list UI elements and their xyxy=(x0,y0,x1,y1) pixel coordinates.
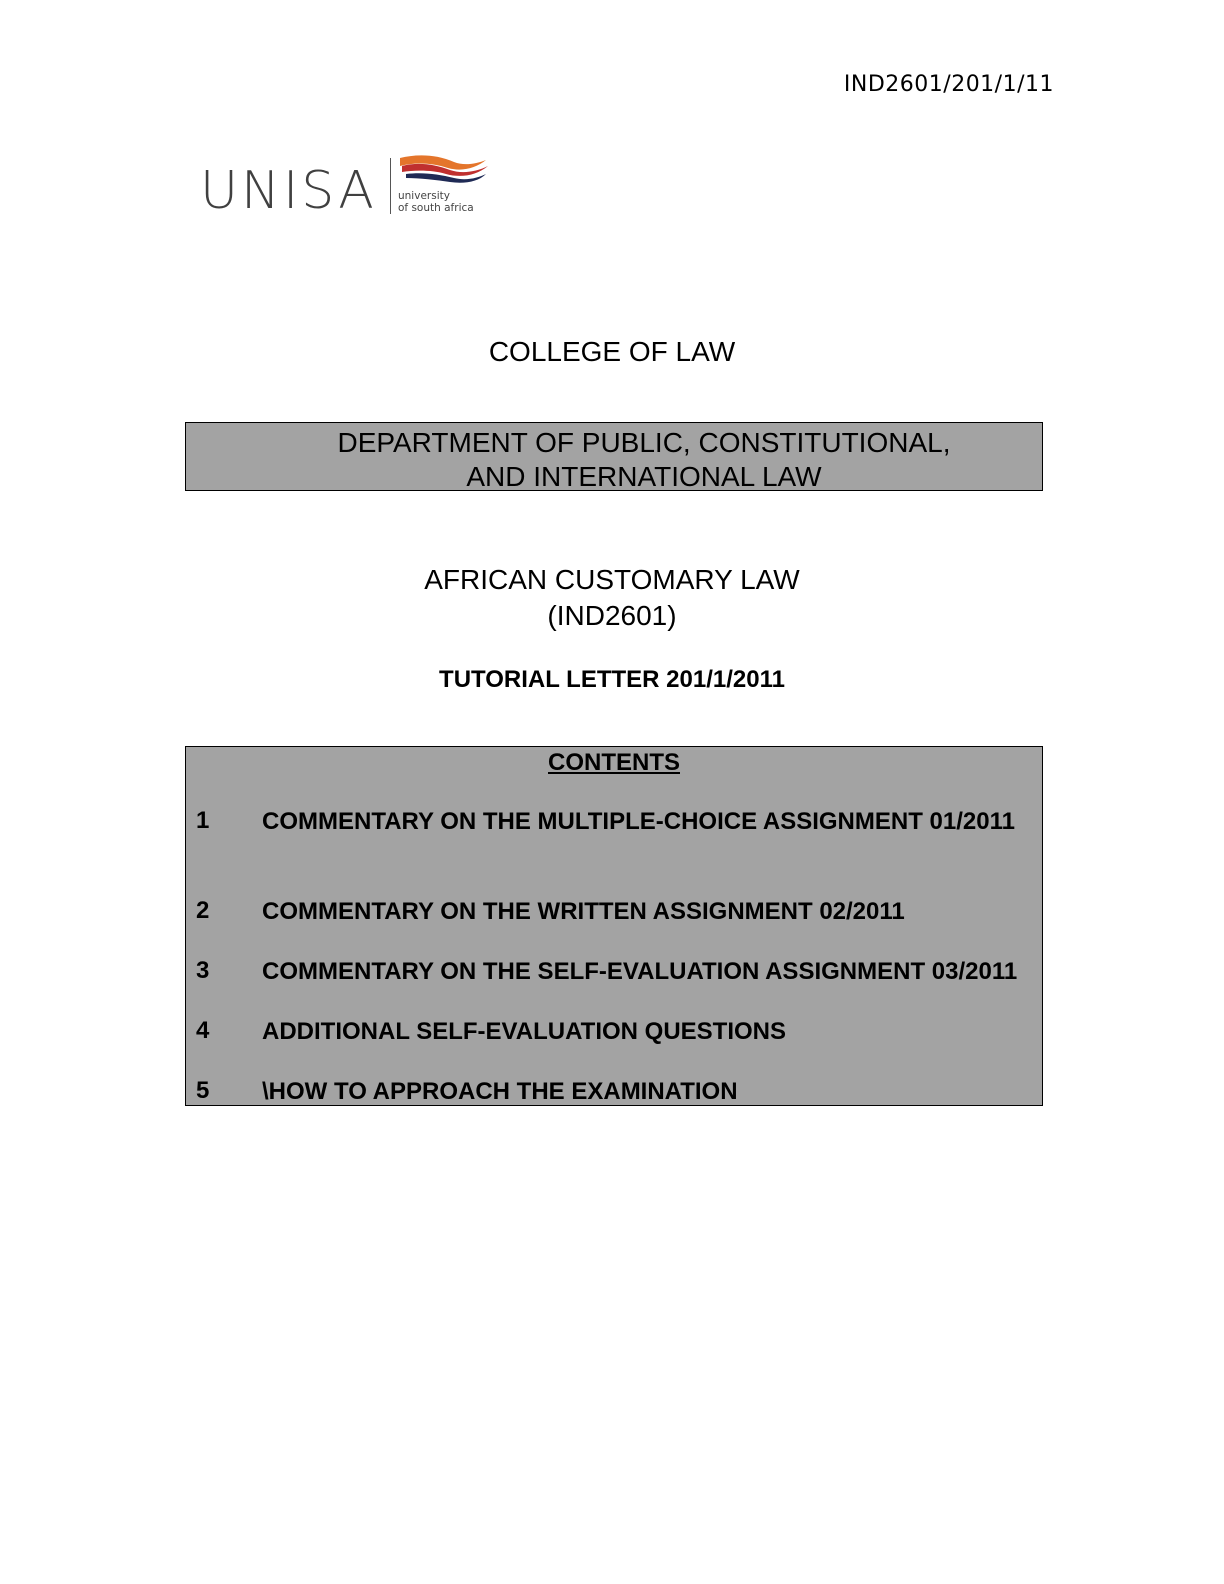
contents-item-number: 1 xyxy=(196,807,210,834)
contents-title: CONTENTS xyxy=(548,749,680,776)
course-code: (IND2601) xyxy=(547,600,677,631)
contents-item-text: COMMENTARY ON THE WRITTEN ASSIGNMENT 02/2011 xyxy=(262,898,905,925)
college-title: COLLEGE OF LAW xyxy=(488,336,736,367)
contents-item-text: COMMENTARY ON THE MULTIPLE-CHOICE ASSIGNMENT 01/2011 xyxy=(262,808,1015,835)
contents-item-number: 3 xyxy=(196,957,210,984)
unisa-logo xyxy=(200,152,500,222)
logo-subtitle-line1: university xyxy=(398,190,450,202)
contents-item-text: COMMENTARY ON THE SELF-EVALUATION ASSIGNMENT 03/2011 xyxy=(262,958,1018,985)
logo-subtitle xyxy=(398,190,474,214)
logo-swoosh-icon xyxy=(396,152,492,186)
contents-item-text: \HOW TO APPROACH THE EXAMINATION xyxy=(262,1078,738,1105)
department-line2: AND INTERNATIONAL LAW xyxy=(466,461,822,492)
logo-subtitle-line2: of south africa xyxy=(398,202,474,214)
course-name: AFRICAN CUSTOMARY LAW xyxy=(424,564,800,595)
logo-wordmark: UNISA xyxy=(200,161,377,221)
tutorial-letter-title: TUTORIAL LETTER 201/1/2011 xyxy=(439,666,785,693)
contents-item-number: 4 xyxy=(196,1017,210,1044)
document-reference: IND2601/201/1/11 xyxy=(843,72,1054,97)
contents-box xyxy=(185,746,1043,1106)
contents-item-number: 5 xyxy=(196,1077,210,1104)
course-heading xyxy=(0,562,1224,634)
contents-item-text: ADDITIONAL SELF-EVALUATION QUESTIONS xyxy=(262,1018,787,1045)
contents-item-number: 2 xyxy=(196,897,210,924)
logo-divider xyxy=(390,158,391,214)
department-line1: DEPARTMENT OF PUBLIC, CONSTITUTIONAL, xyxy=(337,427,951,458)
department-box xyxy=(185,422,1043,491)
